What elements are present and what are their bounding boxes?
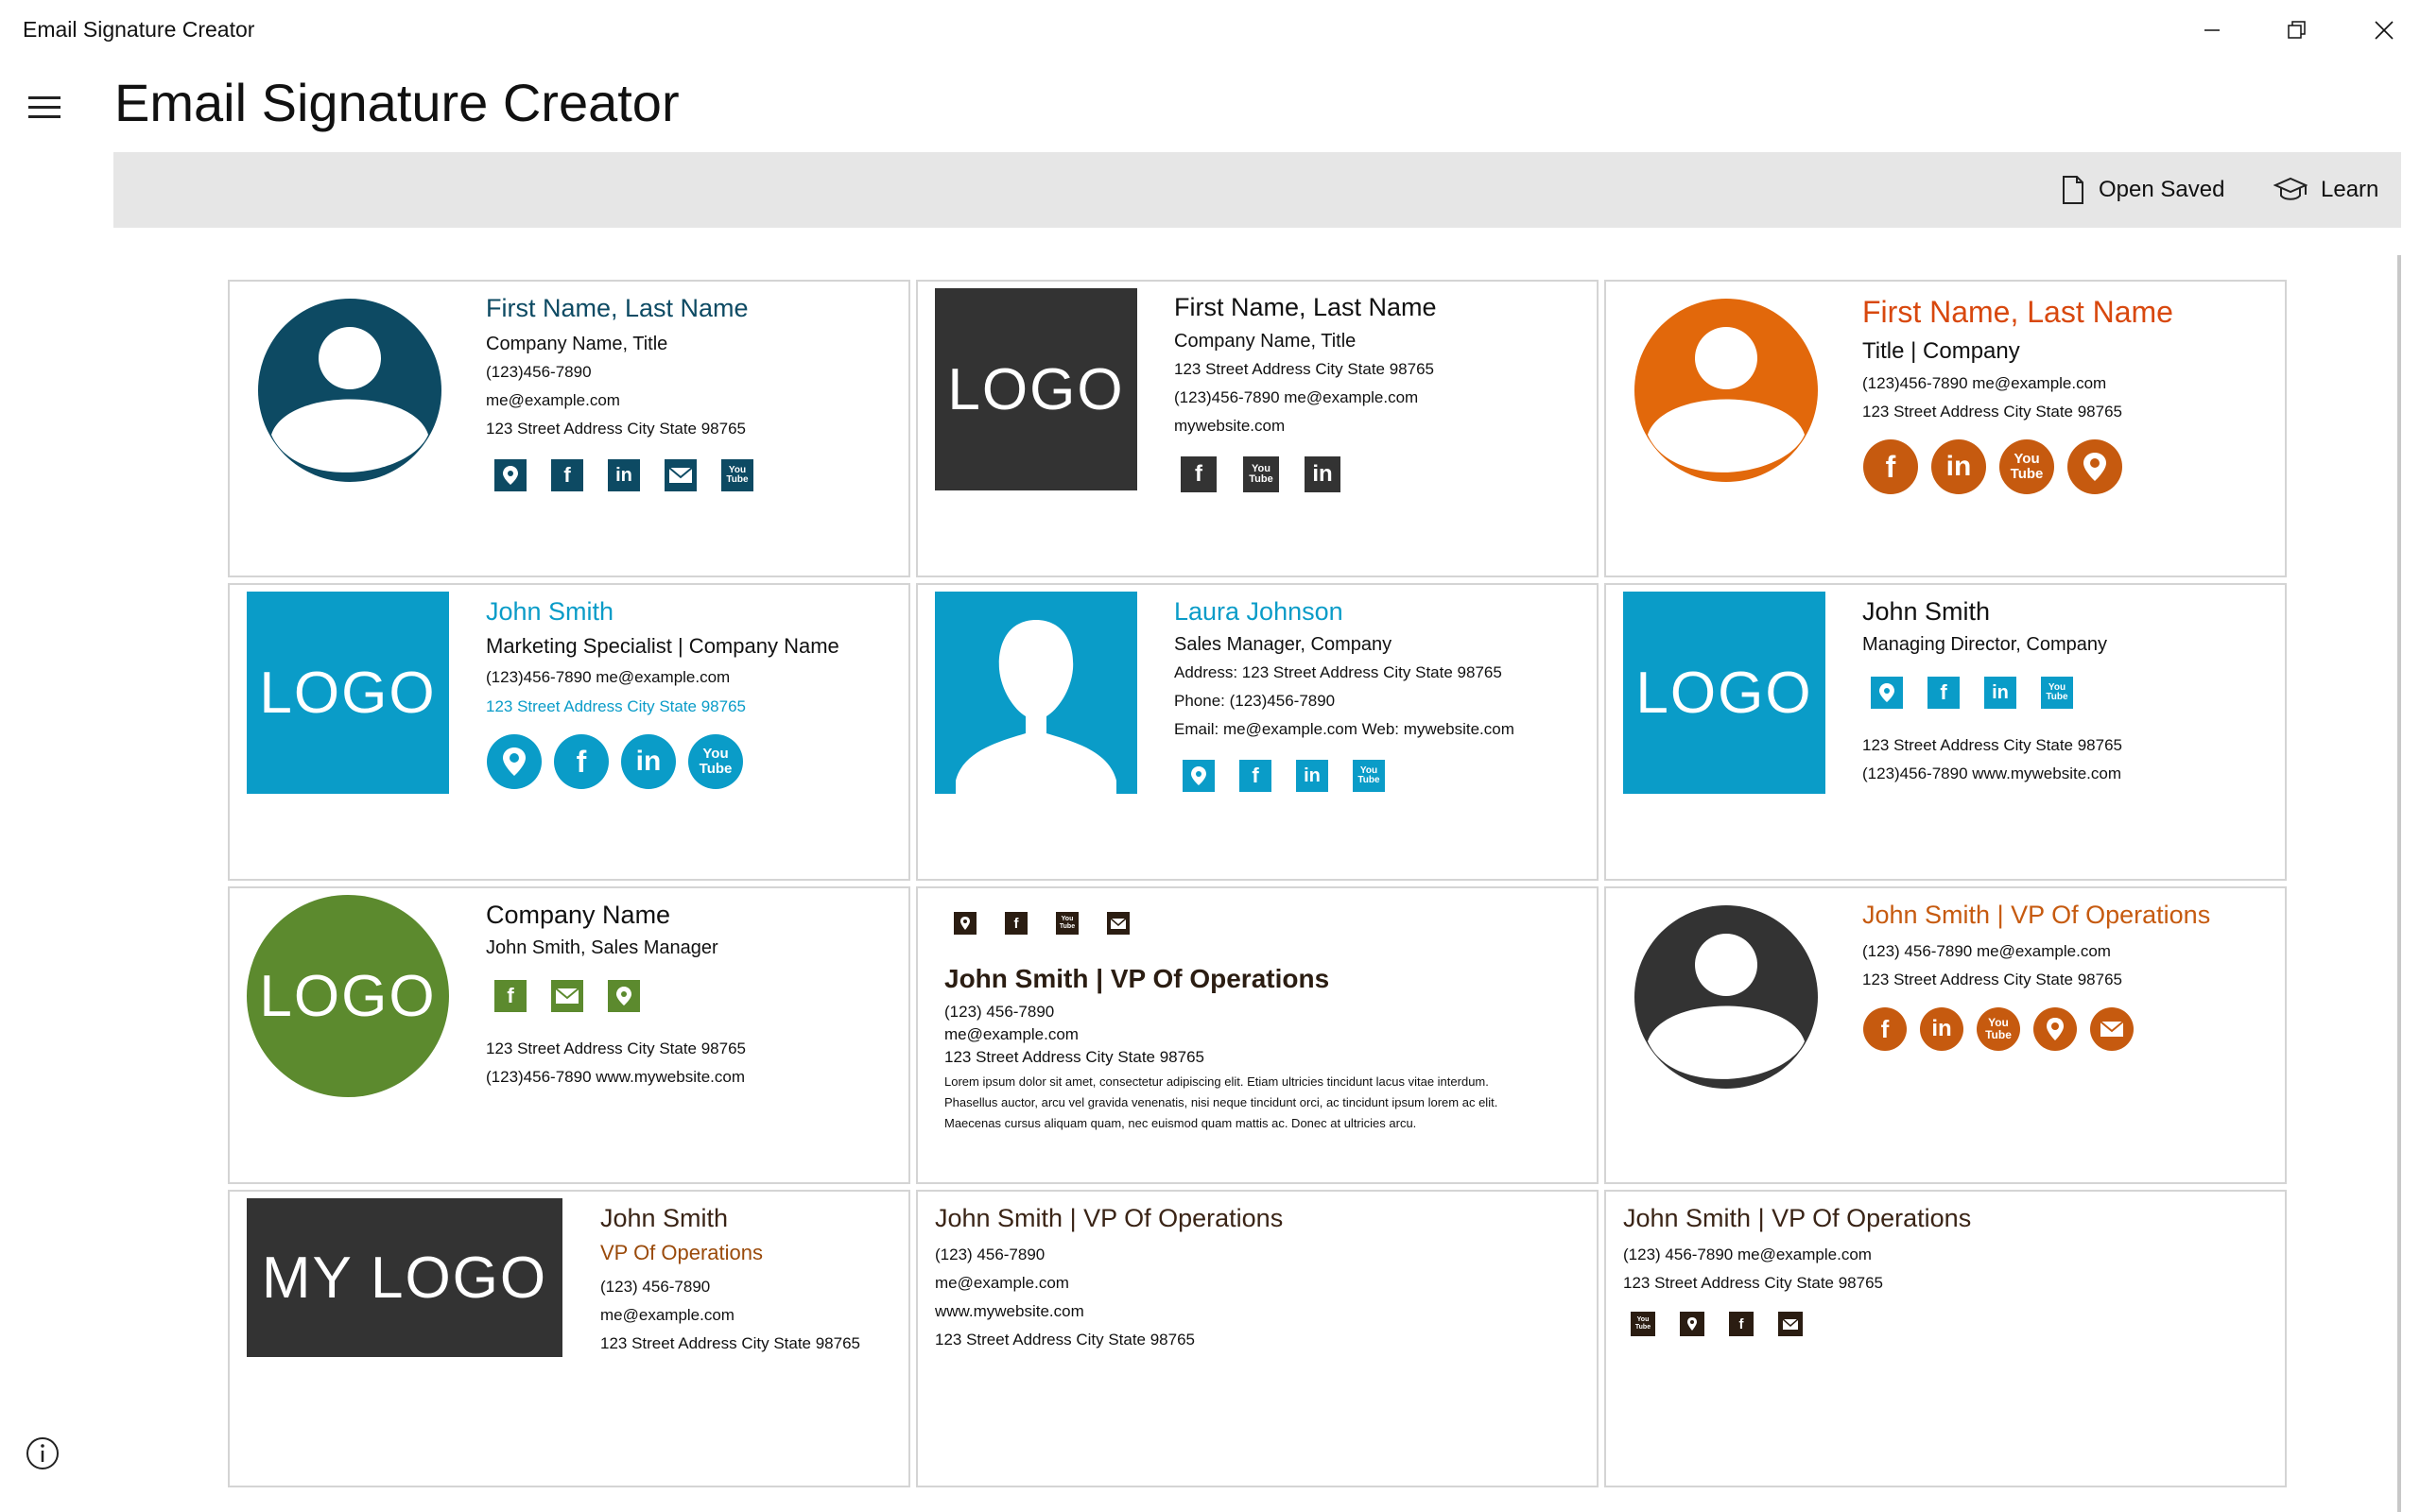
location-icon: [2067, 439, 2122, 494]
graduation-cap-icon: [2273, 176, 2308, 204]
facebook-icon: f: [1729, 1312, 1754, 1336]
window-title: Email Signature Creator: [23, 17, 255, 42]
signature-line: 123 Street Address City State 98765: [1623, 1274, 1884, 1292]
signature-template-card[interactable]: [228, 280, 910, 577]
signature-line: 123 Street Address City State 98765: [486, 697, 747, 715]
signature-line: Company Name, Title: [486, 334, 668, 354]
signature-line: Managing Director, Company: [1862, 634, 2108, 655]
logo-placeholder: LOGO: [247, 592, 449, 794]
signature-name: John Smith | VP Of Operations: [935, 1204, 1284, 1232]
linkedin-icon: in: [1296, 760, 1328, 792]
hamburger-menu-icon[interactable]: [28, 96, 60, 121]
signature-name: John Smith: [486, 597, 614, 626]
signature-line: me@example.com: [935, 1274, 1069, 1292]
signature-name: John Smith: [600, 1204, 729, 1232]
command-bar: [113, 152, 2401, 228]
linkedin-icon: in: [608, 459, 640, 491]
signature-line: VP Of Operations: [600, 1241, 764, 1264]
facebook-icon: f: [1181, 456, 1217, 492]
signature-line: (123)456-7890: [486, 363, 592, 381]
email-icon: [665, 459, 697, 491]
close-icon: [2374, 20, 2394, 41]
facebook-icon: f: [551, 459, 583, 491]
signature-name: Laura Johnson: [1174, 597, 1343, 626]
facebook-icon: f: [1863, 1007, 1907, 1051]
linkedin-icon: in: [1931, 439, 1986, 494]
signature-template-card[interactable]: [228, 886, 910, 1184]
signature-line: (123) 456-7890: [944, 1003, 1055, 1021]
location-icon: [954, 912, 977, 935]
location-icon: [1680, 1312, 1704, 1336]
facebook-icon: f: [554, 734, 609, 789]
linkedin-icon: in: [1920, 1007, 1963, 1051]
signature-line: (123)456-7890 me@example.com: [486, 668, 731, 686]
open-saved-button[interactable]: [2061, 152, 2224, 228]
logo-placeholder: LOGO: [247, 895, 449, 1097]
avatar-icon: [258, 293, 447, 491]
signature-line: (123)456-7890 www.mywebsite.com: [1862, 765, 2122, 782]
signature-line: (123) 456-7890 me@example.com: [1862, 942, 2111, 960]
location-icon: [608, 980, 640, 1012]
signature-template-card[interactable]: [916, 1190, 1599, 1487]
facebook-icon: f: [1927, 677, 1960, 709]
location-icon: [487, 734, 542, 789]
signature-template-card[interactable]: [1604, 1190, 2287, 1487]
profile-photo-placeholder: [935, 592, 1137, 794]
avatar-icon: [1634, 900, 1824, 1098]
signature-name: John Smith | VP Of Operations: [944, 964, 1330, 993]
signature-body-text: Maecenas cursus aliquam quam, nec euismod quam mattis ac. Donec at ultricies arcu.: [944, 1116, 1417, 1130]
signature-line: me@example.com: [600, 1306, 735, 1324]
email-icon: [1107, 912, 1130, 935]
signature-body-text: Lorem ipsum dolor sit amet, consectetur adipiscing elit. Etiam ultricies tincidunt lacus vitae interdum.: [944, 1074, 1489, 1089]
facebook-icon: f: [1005, 912, 1028, 935]
vertical-scrollbar[interactable]: [2397, 255, 2401, 1512]
signature-line: 123 Street Address City State 98765: [944, 1048, 1205, 1066]
signature-line: (123) 456-7890: [935, 1246, 1046, 1263]
youtube-icon: You Tube: [1056, 912, 1079, 935]
youtube-icon: You Tube: [1353, 760, 1385, 792]
signature-line: Company Name, Title: [1174, 331, 1357, 352]
open-saved-label: Open Saved: [2099, 177, 2225, 202]
signature-line: (123)456-7890 www.mywebsite.com: [486, 1068, 746, 1086]
signature-line: me@example.com: [486, 391, 620, 409]
signature-line: www.mywebsite.com: [935, 1302, 1084, 1320]
signature-line: 123 Street Address City State 98765: [486, 1040, 747, 1057]
signature-body-text: Phasellus auctor, arcu vel gravida venenatis, nisi neque tincidunt orci, ac tincidunt ipsum lorem ac elit.: [944, 1095, 1498, 1109]
signature-line: John Smith, Sales Manager: [486, 937, 718, 958]
signature-line: Sales Manager, Company: [1174, 634, 1392, 655]
document-icon: [2061, 175, 2085, 205]
youtube-icon: You Tube: [1631, 1312, 1655, 1336]
location-icon: [494, 459, 527, 491]
signature-name: Company Name: [486, 901, 671, 929]
youtube-icon: You Tube: [1999, 439, 2054, 494]
signature-line: (123)456-7890 me@example.com: [1862, 374, 2107, 392]
signature-template-card[interactable]: [1604, 583, 2287, 881]
email-icon: [551, 980, 583, 1012]
signature-line: 123 Street Address City State 98765: [486, 420, 747, 438]
restore-button[interactable]: [2269, 9, 2325, 51]
signature-template-card[interactable]: [916, 280, 1599, 577]
youtube-icon: You Tube: [688, 734, 743, 789]
title-bar: [0, 0, 2420, 60]
linkedin-icon: in: [1984, 677, 2016, 709]
youtube-icon: You Tube: [1977, 1007, 2020, 1051]
learn-label: Learn: [2321, 177, 2379, 202]
minimize-button[interactable]: [2184, 9, 2240, 51]
logo-placeholder: LOGO: [935, 288, 1137, 490]
learn-button[interactable]: [2273, 152, 2378, 228]
location-icon: [2033, 1007, 2077, 1051]
signature-name: John Smith | VP Of Operations: [1623, 1204, 1972, 1232]
linkedin-icon: in: [1305, 456, 1340, 492]
logo-placeholder: MY LOGO: [247, 1198, 562, 1357]
signature-name: John Smith | VP Of Operations: [1862, 901, 2211, 929]
signature-line: Marketing Specialist | Company Name: [486, 634, 839, 658]
signature-line: me@example.com: [944, 1025, 1079, 1043]
signature-template-card[interactable]: [228, 583, 910, 881]
signature-line: Email: me@example.com Web: mywebsite.com: [1174, 720, 1514, 738]
minimize-icon: [2203, 21, 2221, 40]
signature-line: mywebsite.com: [1174, 417, 1286, 435]
signature-line: 123 Street Address City State 98765: [600, 1334, 861, 1352]
facebook-icon: f: [494, 980, 527, 1012]
page-title: Email Signature Creator: [114, 73, 680, 132]
signature-line: Address: 123 Street Address City State 98765: [1174, 663, 1502, 681]
signature-line: (123) 456-7890 me@example.com: [1623, 1246, 1872, 1263]
signature-template-card[interactable]: [228, 1190, 910, 1487]
restore-icon: [2287, 20, 2308, 41]
location-icon: [1183, 760, 1215, 792]
signature-name: First Name, Last Name: [1862, 295, 2173, 329]
signature-line: 123 Street Address City State 98765: [1862, 403, 2123, 421]
logo-placeholder: LOGO: [1623, 592, 1825, 794]
signature-template-card[interactable]: [1604, 280, 2287, 577]
youtube-icon: You Tube: [721, 459, 753, 491]
signature-line: (123)456-7890 me@example.com: [1174, 388, 1419, 406]
linkedin-icon: in: [621, 734, 676, 789]
signature-line: Title | Company: [1862, 338, 2020, 364]
signature-line: (123) 456-7890: [600, 1278, 711, 1296]
facebook-icon: f: [1863, 439, 1918, 494]
signature-template-card[interactable]: [916, 886, 1599, 1184]
signature-template-card[interactable]: [1604, 886, 2287, 1184]
info-icon[interactable]: [26, 1436, 60, 1470]
facebook-icon: f: [1239, 760, 1271, 792]
email-icon: [2090, 1007, 2134, 1051]
signature-template-card[interactable]: [916, 583, 1599, 881]
template-gallery: [121, 228, 2394, 1512]
signature-line: 123 Street Address City State 98765: [935, 1331, 1196, 1349]
youtube-icon: You Tube: [1243, 456, 1279, 492]
youtube-icon: You Tube: [2041, 677, 2073, 709]
person-silhouette-icon: [935, 592, 1137, 794]
location-icon: [1871, 677, 1903, 709]
email-icon: [1778, 1312, 1803, 1336]
signature-name: John Smith: [1862, 597, 1991, 626]
signature-line: Phone: (123)456-7890: [1174, 692, 1336, 710]
avatar-icon: [1634, 293, 1824, 491]
signature-line: 123 Street Address City State 98765: [1862, 971, 2123, 988]
signature-line: 123 Street Address City State 98765: [1174, 360, 1435, 378]
close-button[interactable]: [2356, 9, 2412, 51]
signature-name: First Name, Last Name: [1174, 293, 1437, 321]
signature-line: 123 Street Address City State 98765: [1862, 736, 2123, 754]
signature-name: First Name, Last Name: [486, 294, 749, 322]
